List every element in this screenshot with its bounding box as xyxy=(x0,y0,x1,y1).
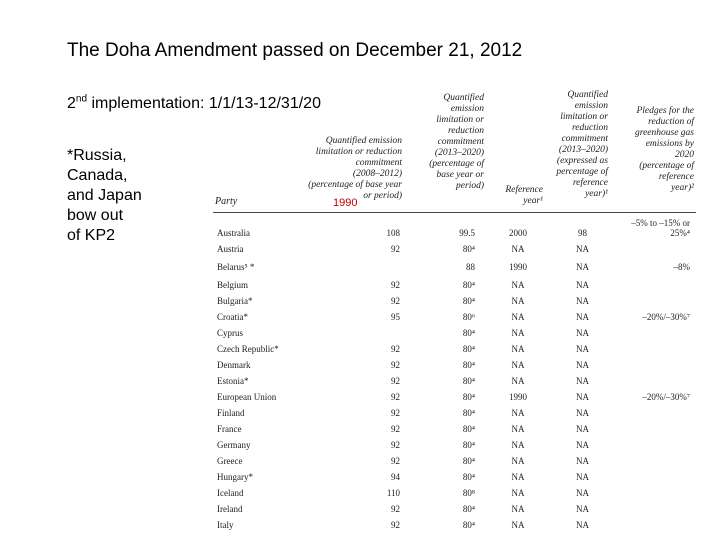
cell-ref: NA xyxy=(511,440,525,450)
header-line: (expressed as xyxy=(556,156,608,166)
cell-q2: 99.5 xyxy=(459,228,475,238)
cell-ref: NA xyxy=(511,456,525,466)
header-line: Reference xyxy=(505,185,543,195)
cell-q1: 92 xyxy=(391,504,400,514)
cell-q2: 80⁴ xyxy=(462,244,475,254)
cell-pledge: –8% xyxy=(673,262,690,272)
cell-party: Austria xyxy=(217,244,244,254)
cell-q3: NA xyxy=(576,312,589,322)
cell-q3: NA xyxy=(576,456,589,466)
cell-q3: NA xyxy=(576,440,589,450)
cell-ref: 1990 xyxy=(509,262,527,272)
cell-ref: NA xyxy=(511,280,525,290)
header-commitment-2013-2020 xyxy=(418,93,484,192)
header-line: reduction of xyxy=(648,117,694,127)
cell-ref: NA xyxy=(511,520,525,530)
header-line: (2013–2020) xyxy=(558,145,608,155)
cell-party: Greece xyxy=(217,456,243,466)
note-line: of KP2 xyxy=(67,227,116,244)
subtitle-ordinal: 2 xyxy=(67,95,76,112)
table-row xyxy=(0,244,720,260)
header-line: Quantified xyxy=(567,90,608,100)
cell-q3: NA xyxy=(576,488,589,498)
cell-q1: 92 xyxy=(391,244,400,254)
cell-party: Bulgaria* xyxy=(217,296,253,306)
cell-ref: NA xyxy=(511,408,525,418)
cell-q3: NA xyxy=(576,328,589,338)
header-party: Party xyxy=(215,196,238,207)
cell-party: Hungary* xyxy=(217,472,253,482)
table-row xyxy=(0,296,720,312)
header-line: period) xyxy=(456,181,484,191)
cell-q3: NA xyxy=(576,376,589,386)
cell-ref: NA xyxy=(511,376,525,386)
note-line: *Russia, xyxy=(67,147,127,164)
table-row xyxy=(0,376,720,392)
table-row xyxy=(0,328,720,344)
cell-q1: 92 xyxy=(391,520,400,530)
table-row xyxy=(0,424,720,440)
cell-q2: 80⁸ xyxy=(462,488,475,498)
cell-ref: NA xyxy=(511,312,525,322)
cell-ref: NA xyxy=(511,344,525,354)
header-line: reference xyxy=(572,178,608,188)
note-line: bow out xyxy=(67,207,124,224)
cell-q2: 80⁴ xyxy=(462,296,475,306)
cell-q2: 80⁴ xyxy=(462,504,475,514)
cell-q1: 92 xyxy=(391,456,400,466)
header-line: Pledges for the xyxy=(636,106,694,116)
table-row xyxy=(0,312,720,328)
cell-party: Germany xyxy=(217,440,251,450)
table-row xyxy=(0,408,720,424)
header-rule xyxy=(213,212,696,213)
cell-q1: 92 xyxy=(391,440,400,450)
cell-party: Cyprus xyxy=(217,328,244,338)
subtitle-text: implementation: 1/1/13-12/31/20 xyxy=(87,95,321,112)
header-line: emission xyxy=(574,101,608,111)
cell-ref: NA xyxy=(511,328,525,338)
header-line: reduction xyxy=(447,126,484,136)
cell-q1: 92 xyxy=(391,296,400,306)
note-line: and Japan xyxy=(67,187,142,204)
cell-party: Italy xyxy=(217,520,234,530)
header-line: emissions by xyxy=(645,139,694,149)
cell-party: Australia xyxy=(217,228,250,238)
cell-ref: NA xyxy=(511,488,525,498)
cell-q1: 92 xyxy=(391,424,400,434)
cell-q3: NA xyxy=(576,280,589,290)
cell-q3: 98 xyxy=(578,228,587,238)
cell-q3: NA xyxy=(576,344,589,354)
cell-q3: NA xyxy=(576,520,589,530)
table-row xyxy=(0,520,720,536)
cell-q1: 92 xyxy=(391,344,400,354)
cell-q2: 80⁴ xyxy=(462,520,475,530)
cell-ref: 1990 xyxy=(509,392,527,402)
cell-party: Estonia* xyxy=(217,376,249,386)
cell-pledge: –20%/–30%⁷ xyxy=(642,392,690,402)
cell-q2: 80⁴ xyxy=(462,344,475,354)
cell-party: Finland xyxy=(217,408,245,418)
header-line: (percentage of xyxy=(639,161,694,171)
header-line: (2013–2020) xyxy=(434,148,484,158)
cell-q1: 94 xyxy=(391,472,400,482)
header-line: or period) xyxy=(363,191,402,201)
cell-q2: 80⁴ xyxy=(462,456,475,466)
cell-party: Belarus⁵ * xyxy=(217,262,255,272)
cell-q3: NA xyxy=(576,472,589,482)
cell-q1: 92 xyxy=(391,408,400,418)
header-line: reduction xyxy=(571,123,608,133)
header-line: limitation or reduction xyxy=(315,147,402,157)
table-row xyxy=(0,472,720,488)
table-row xyxy=(0,262,720,278)
cell-party: Denmark xyxy=(217,360,251,370)
cell-q2: 80⁴ xyxy=(462,392,475,402)
cell-q2: 80⁴ xyxy=(462,280,475,290)
cell-q1: 92 xyxy=(391,376,400,386)
cell-ref: NA xyxy=(511,244,525,254)
cell-party: France xyxy=(217,424,242,434)
cell-q1: 92 xyxy=(391,280,400,290)
header-line: (percentage of xyxy=(429,159,484,169)
header-line: percentage of xyxy=(556,167,608,177)
annotation-1990: 1990 xyxy=(333,197,358,209)
cell-party: Iceland xyxy=(217,488,244,498)
cell-party: Ireland xyxy=(217,504,243,514)
cell-q3: NA xyxy=(576,244,589,254)
header-line: year)¹ xyxy=(585,189,608,199)
header-line: commitment xyxy=(437,137,484,147)
table-row xyxy=(0,504,720,520)
header-line: (2008–2012) xyxy=(352,169,402,179)
cell-q1: 95 xyxy=(391,312,400,322)
cell-q2: 80⁶ xyxy=(462,312,475,322)
header-pledges-2020 xyxy=(612,106,694,194)
cell-q1: 108 xyxy=(386,228,400,238)
subtitle-superscript: nd xyxy=(75,93,88,105)
note-line: Canada, xyxy=(67,167,128,184)
cell-q1: 92 xyxy=(391,360,400,370)
header-commitment-2008-2012 xyxy=(292,136,402,202)
cell-q1: 110 xyxy=(386,488,400,498)
header-line: (percentage of base year xyxy=(308,180,402,190)
table-row xyxy=(0,344,720,360)
header-line: limitation or xyxy=(436,115,484,125)
cell-q2: 80⁴ xyxy=(462,440,475,450)
cell-party: Czech Republic* xyxy=(217,344,279,354)
cell-q1: 92 xyxy=(391,392,400,402)
cell-q3: NA xyxy=(576,360,589,370)
cell-q3: NA xyxy=(576,392,589,402)
cell-q2: 88 xyxy=(466,262,475,272)
cell-q2: 80⁴ xyxy=(462,376,475,386)
header-line: year¹ xyxy=(523,196,543,206)
cell-pledge: –20%/–30%⁷ xyxy=(642,312,690,322)
table-row xyxy=(0,456,720,472)
header-line: commitment xyxy=(355,158,402,168)
cell-q2: 80⁴ xyxy=(462,328,475,338)
cell-q2: 80⁴ xyxy=(462,408,475,418)
table-row xyxy=(0,488,720,504)
header-line: limitation or xyxy=(560,112,608,122)
header-line: commitment xyxy=(561,134,608,144)
header-line: base year or xyxy=(436,170,484,180)
table-row xyxy=(0,440,720,456)
header-reference-year xyxy=(488,185,543,207)
header-line: 2020 xyxy=(675,150,694,160)
cell-ref: NA xyxy=(511,296,525,306)
table-row xyxy=(0,280,720,296)
header-line: year)² xyxy=(671,183,694,193)
header-line: emission xyxy=(450,104,484,114)
slide-title: The Doha Amendment passed on December 21, 2012 xyxy=(67,40,523,61)
header-commitment-expressed-ref-year xyxy=(540,90,608,200)
cell-ref: NA xyxy=(511,360,525,370)
cell-q3: NA xyxy=(576,424,589,434)
cell-pledge: –5% to –15% or xyxy=(631,218,690,228)
cell-q2: 80⁴ xyxy=(462,424,475,434)
table-row xyxy=(0,360,720,376)
cell-q3: NA xyxy=(576,504,589,514)
table-row xyxy=(0,392,720,408)
cell-q3: NA xyxy=(576,262,589,272)
table-row xyxy=(0,228,720,244)
header-line: Quantified xyxy=(443,93,484,103)
cell-party: European Union xyxy=(217,392,277,402)
cell-q3: NA xyxy=(576,408,589,418)
cell-ref: 2000 xyxy=(509,228,527,238)
cell-ref: NA xyxy=(511,504,525,514)
cell-pledge: 25%⁴ xyxy=(670,228,690,238)
cell-party: Belgium xyxy=(217,280,248,290)
cell-ref: NA xyxy=(511,424,525,434)
cell-ref: NA xyxy=(511,472,525,482)
header-line: reference xyxy=(658,172,694,182)
header-line: Quantified emission xyxy=(325,136,402,146)
cell-q3: NA xyxy=(576,296,589,306)
cell-party: Croatia* xyxy=(217,312,248,322)
header-line: greenhouse gas xyxy=(634,128,694,138)
cell-q2: 80⁴ xyxy=(462,360,475,370)
cell-q2: 80⁴ xyxy=(462,472,475,482)
